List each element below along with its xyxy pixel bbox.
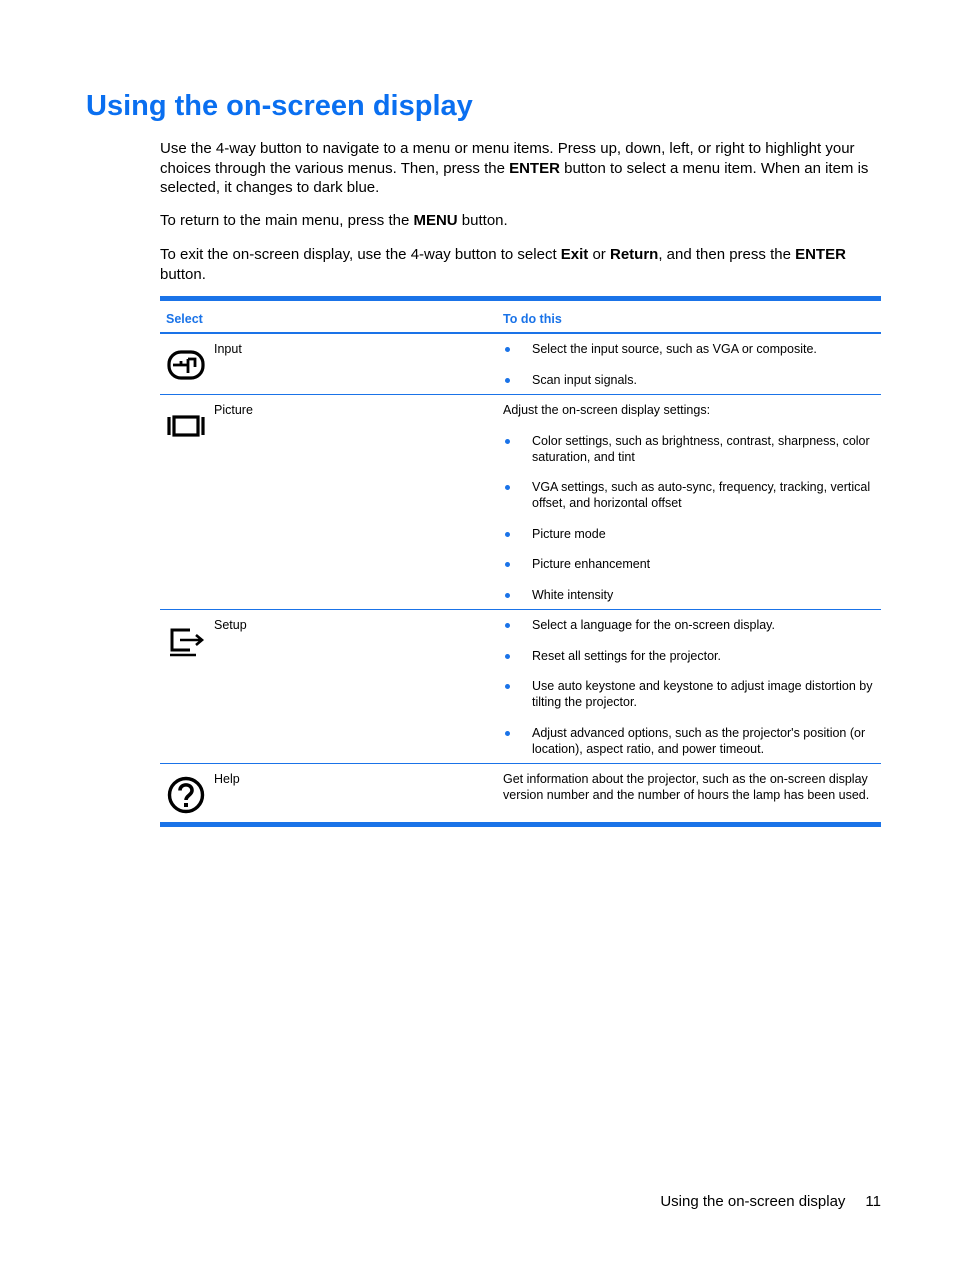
table-row-picture xyxy=(160,394,881,609)
row-label: Help xyxy=(214,772,240,786)
list-item: Picture enhancement xyxy=(503,556,877,572)
select-cell xyxy=(160,764,497,822)
do-cell xyxy=(497,610,881,763)
intro-paragraph-exit: To exit the on-screen display, use the 4-way button to select Exit or Return, and then press the ENTER button. xyxy=(160,246,846,283)
table-header xyxy=(160,301,881,332)
footer-section-title: Using the on-screen display xyxy=(660,1193,846,1210)
select-cell xyxy=(160,610,497,763)
list-item: Reset all settings for the projector. xyxy=(503,648,877,664)
list-item: Scan input signals. xyxy=(503,372,877,388)
setup-icon xyxy=(166,621,206,661)
help-icon xyxy=(166,775,206,815)
do-cell xyxy=(497,334,881,394)
page-number: 11 xyxy=(865,1193,881,1210)
column-header-select: Select xyxy=(166,312,203,326)
intro-paragraph-menu: To return to the main menu, press the MENU button. xyxy=(160,212,508,229)
bullet-list xyxy=(503,341,877,388)
list-item: White intensity xyxy=(503,587,877,603)
page-footer xyxy=(560,1193,881,1210)
bullet-list xyxy=(503,433,877,603)
page-title: Using the on-screen display xyxy=(86,90,473,122)
picture-icon xyxy=(166,406,206,446)
list-item: VGA settings, such as auto-sync, frequency, tracking, vertical offset, and horizontal offset xyxy=(503,479,877,511)
list-item: Color settings, such as brightness, contrast, sharpness, color saturation, and tint xyxy=(503,433,877,465)
row-label: Input xyxy=(214,342,242,356)
select-cell xyxy=(160,334,497,394)
select-cell xyxy=(160,395,497,609)
table-row-input xyxy=(160,334,881,394)
table-row-help xyxy=(160,763,881,822)
list-item: Use auto keystone and keystone to adjust image distortion by tilting the projector. xyxy=(503,678,877,710)
list-item: Select the input source, such as VGA or composite. xyxy=(503,341,877,357)
intro-paragraph-navigate: Use the 4-way button to navigate to a menu or menu items. Press up, down, left, or right to highlight your choices through the various menus. Then, press the ENTER button to select a menu item. When an item is selected, it changes to dark blue. xyxy=(160,140,869,196)
list-item: Adjust advanced options, such as the projector's position (or location), aspect ratio, and power timeout. xyxy=(503,725,877,757)
column-header-to-do-this: To do this xyxy=(503,312,562,326)
row-intro-text: Adjust the on-screen display settings: xyxy=(503,403,711,417)
list-item: Select a language for the on-screen display. xyxy=(503,617,877,633)
input-icon xyxy=(166,345,206,385)
table-row-setup xyxy=(160,609,881,763)
bullet-list xyxy=(503,617,877,757)
do-cell xyxy=(497,395,881,609)
do-cell xyxy=(497,764,881,822)
row-label: Setup xyxy=(214,618,247,632)
row-intro-text: Get information about the projector, such as the on-screen display version number and the number of hours the lamp has been used. xyxy=(503,772,870,802)
row-label: Picture xyxy=(214,403,253,417)
osd-menu-table xyxy=(160,296,881,827)
list-item: Picture mode xyxy=(503,526,877,542)
